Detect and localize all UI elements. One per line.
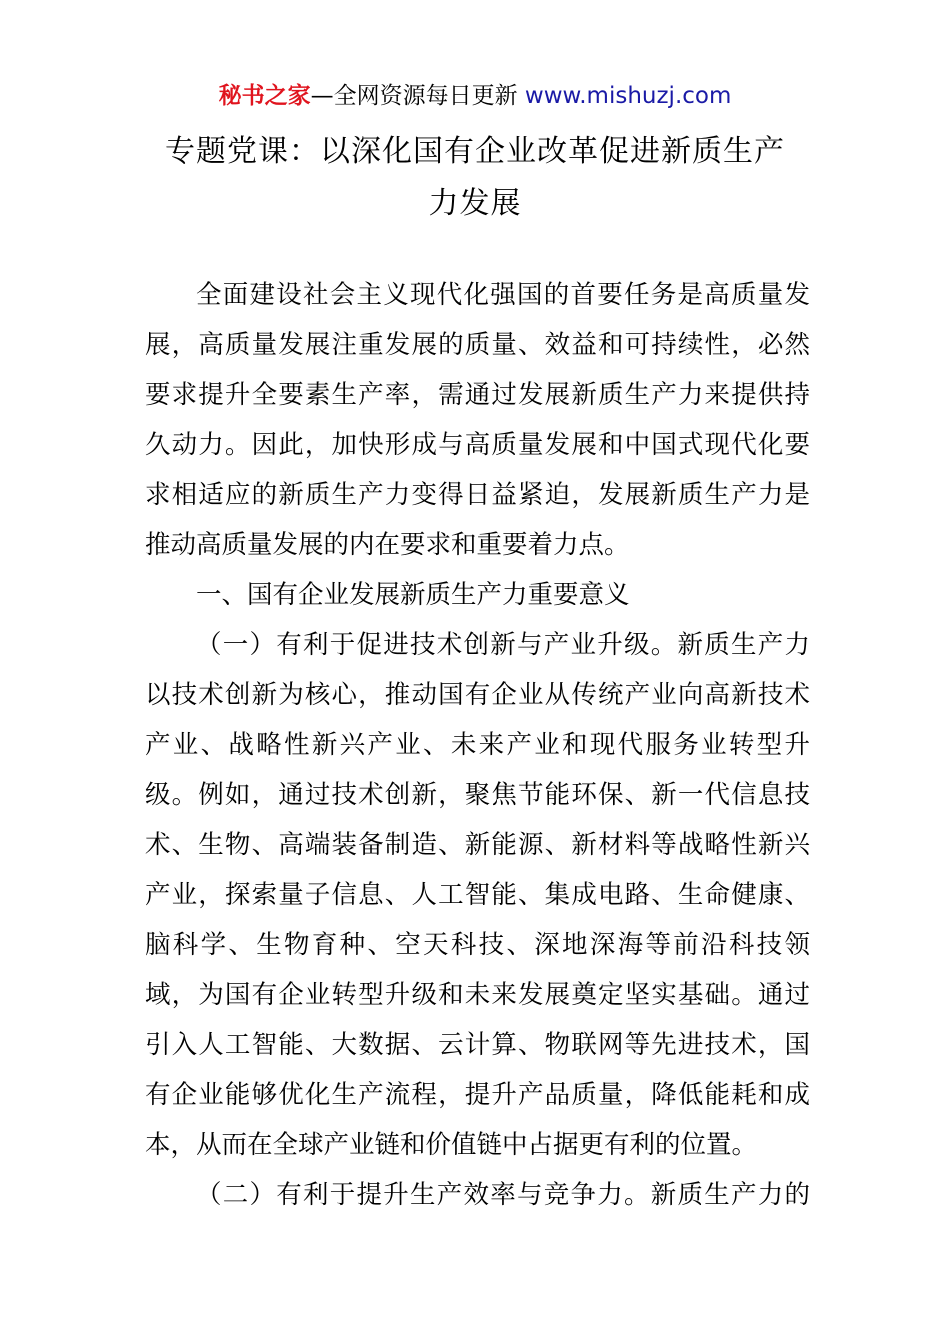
paragraph-line: 有企业能够优化生产流程，提升产品质量，降低能耗和成 — [145, 1080, 810, 1110]
paragraph-line: 级。例如，通过技术创新，聚焦节能环保、新一代信息技 — [145, 780, 810, 810]
site-header — [0, 80, 950, 112]
paragraph-line: 久动力。因此，加快形成与高质量发展和中国式现代化要 — [145, 430, 810, 460]
paragraph-line: 求相适应的新质生产力变得日益紧迫，发展新质生产力是 — [145, 480, 810, 510]
paragraph-line: 产业、战略性新兴产业、未来产业和现代服务业转型升 — [145, 730, 810, 760]
paragraph-line: 产业，探索量子信息、人工智能、集成电路、生命健康、 — [145, 880, 810, 910]
paragraph-line: 展，高质量发展注重发展的质量、效益和可持续性，必然 — [145, 330, 810, 360]
paragraph-line: 全面建设社会主义现代化强国的首要任务是高质量发 — [196, 280, 810, 310]
paragraph-line: （二）有利于提升生产效率与竞争力。新质生产力的 — [196, 1180, 810, 1210]
paragraph-line: 本，从而在全球产业链和价值链中占据更有利的位置。 — [145, 1130, 758, 1160]
document-body — [145, 270, 810, 1220]
document-title — [145, 126, 805, 230]
paragraph-line: 推动高质量发展的内在要求和重要着力点。 — [145, 530, 630, 560]
paragraph-line: 引入人工智能、大数据、云计算、物联网等先进技术，国 — [145, 1030, 810, 1060]
paragraph-line: 脑科学、生物育种、空天科技、深地深海等前沿科技领 — [145, 930, 810, 960]
paragraph-line: 术、生物、高端装备制造、新能源、新材料等战略性新兴 — [145, 830, 810, 860]
paragraph-line: （一）有利于促进技术创新与产业升级。新质生产力 — [196, 630, 810, 660]
paragraph-line: 要求提升全要素生产率，需通过发展新质生产力来提供持 — [145, 380, 810, 410]
title-line: 专题党课：以深化国有企业改革促进新质生产 — [165, 134, 785, 169]
site-brand: 秘书之家 — [218, 83, 311, 109]
site-url[interactable]: www.mishuzj.com — [524, 83, 732, 109]
site-slogan: —全网资源每日更新 — [310, 83, 525, 109]
paragraph-line: 以技术创新为核心，推动国有企业从传统产业向高新技术 — [145, 680, 810, 710]
paragraph-line: 域，为国有企业转型升级和未来发展奠定坚实基础。通过 — [145, 980, 810, 1010]
section-heading: 一、国有企业发展新质生产力重要意义 — [196, 580, 630, 610]
title-line: 力发展 — [428, 186, 522, 221]
